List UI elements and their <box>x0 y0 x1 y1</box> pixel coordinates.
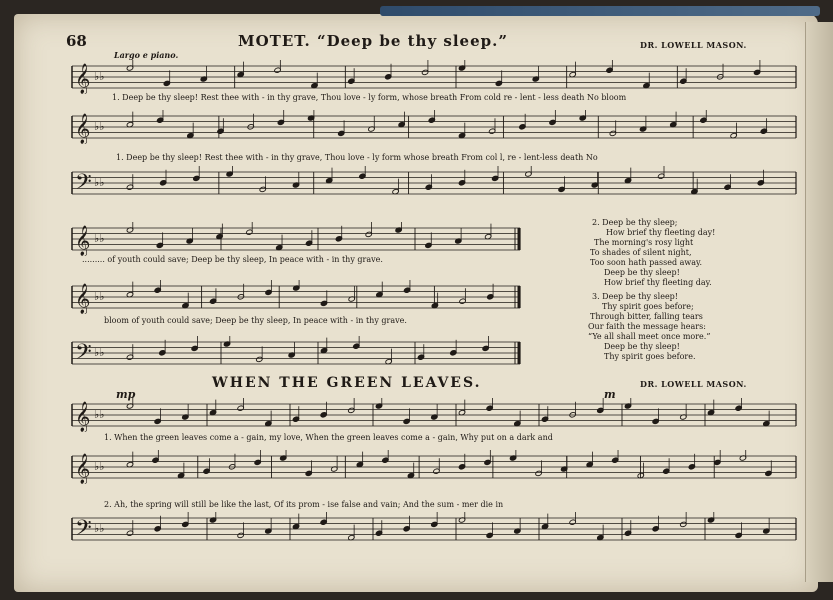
page-number: 68 <box>66 32 87 50</box>
svg-text:𝄞: 𝄞 <box>75 402 91 432</box>
leaves-bass-staff <box>68 512 798 546</box>
motet-lyrics-alto-2: bloom of youth could save; Deep be thy sleep, In peace with - in thy grave. <box>104 316 407 325</box>
green-leaves-title: WHEN THE GREEN LEAVES. <box>212 375 482 391</box>
svg-text:𝄞: 𝄞 <box>75 114 91 144</box>
leaves-lyrics-1: 1. When the green leaves come a - gain, my love, When the green leaves come a - gain, Why put on a dark and <box>104 433 553 442</box>
svg-text:♭♭: ♭♭ <box>94 522 105 535</box>
svg-text:♭♭: ♭♭ <box>94 120 105 133</box>
svg-text:♭♭: ♭♭ <box>94 346 105 359</box>
svg-text:♭♭: ♭♭ <box>94 460 105 473</box>
motet-composer: DR. LOWELL MASON. <box>640 40 747 50</box>
svg-text:♭♭: ♭♭ <box>94 232 105 245</box>
motet-lyrics-treble-2: ......... of youth could save; Deep be thy sleep, In peace with - in thy grave. <box>82 255 383 264</box>
svg-text:𝄢: 𝄢 <box>75 340 92 370</box>
svg-text:𝄞: 𝄞 <box>75 284 91 314</box>
leaves-alto-staff <box>68 450 798 484</box>
leaves-lyrics-2: 2. Ah, the spring will still be like the last, Of its prom - ise false and vain; And the sum - mer die in <box>104 500 504 509</box>
motet-treble-staff-1 <box>68 60 798 94</box>
motet-verse-2: 2. Deep be thy sleep; How brief thy fleeting day! The morning's rosy light To shades of silent night, Too soon hath passed away. Deep be thy sleep! How brief thy fleeting day. <box>590 218 716 287</box>
svg-text:♭♭: ♭♭ <box>94 290 105 303</box>
motet-verse-3: 3. Deep be thy sleep! Thy spirit goes before; Through bitter, falling tears Our faith the message hears: “Ye all shall meet once more.” Deep be thy sleep! Thy spirit goes before. <box>588 292 711 361</box>
svg-text:𝄞: 𝄞 <box>75 64 91 94</box>
motet-lyrics-alto-1: 1. Deep be thy sleep! Rest thee with - in thy grave, Thou love - ly form whose breath From col l, re - lent-less death No <box>116 153 598 162</box>
svg-text:𝄢: 𝄢 <box>75 170 92 200</box>
tempo-marking: Largo e piano. <box>114 50 179 60</box>
dynamic-m: m <box>604 388 616 401</box>
motet-alto-staff-2 <box>68 280 522 314</box>
motet-treble-staff-2 <box>68 222 522 256</box>
next-page-edge <box>805 22 833 582</box>
motet-title: MOTET. “Deep be thy sleep.” <box>238 32 508 50</box>
svg-text:♭♭: ♭♭ <box>94 408 105 421</box>
leaves-treble-staff <box>68 398 798 432</box>
svg-text:♭♭: ♭♭ <box>94 176 105 189</box>
book-cover-edge <box>380 6 820 16</box>
motet-bass-staff-1 <box>68 166 798 200</box>
svg-text:𝄢: 𝄢 <box>75 516 92 546</box>
svg-text:𝄞: 𝄞 <box>75 454 91 484</box>
svg-text:♭♭: ♭♭ <box>94 70 105 83</box>
motet-alto-staff-1 <box>68 110 798 144</box>
green-leaves-composer: DR. LOWELL MASON. <box>640 379 747 389</box>
dynamic-mp: mp <box>116 388 136 401</box>
svg-text:𝄞: 𝄞 <box>75 226 91 256</box>
motet-lyrics-treble-1: 1. Deep be thy sleep! Rest thee with - in thy grave, Thou love - ly form, whose breath From cold re - lent - less death No bloom <box>112 93 627 102</box>
motet-bass-staff-2 <box>68 336 522 370</box>
